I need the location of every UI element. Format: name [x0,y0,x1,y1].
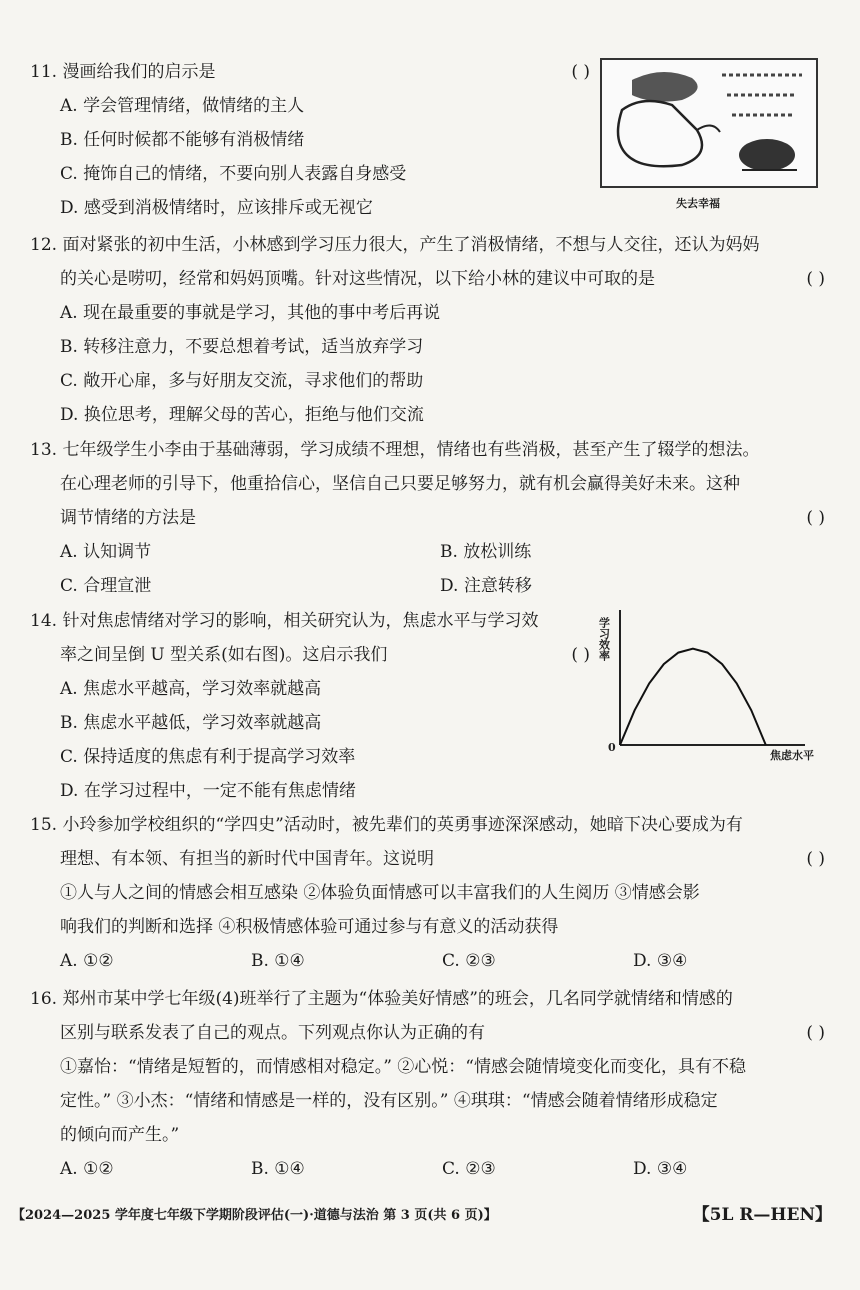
option-d: D. ③④ [633,951,688,971]
statement-items-cont: 响我们的判断和选择 ④积极情感体验可通过参与有意义的活动获得 [60,917,559,937]
options-row [30,535,825,569]
option-c: C. 敞开心扉，多与好朋友交流，寻求他们的帮助 [60,371,424,391]
statement-items-cont: 定性。” ③小杰：“情绪和情感是一样的，没有区别。” ④琪琪：“情感会随着情绪形成稳定 [60,1091,718,1111]
question-stem-cont: 率之间呈倒 U 型关系(如右图)。这启示我们 ( ) [30,638,590,672]
y-axis-label: 学习效率 [597,617,611,661]
option-d: D. 感受到消极情绪时，应该排斥或无视它 [60,198,373,218]
option-d: D. 注意转移 [440,576,532,596]
anxiety-efficiency-chart [590,600,830,770]
curve-line [620,649,766,745]
option-c: C. ②③ [442,951,496,971]
answer-bracket: ( ) [806,508,825,528]
question-stem: 16. 郑州市某中学七年级(4)班举行了主题为“体验美好情感”的班会，几名同学就情绪和情感的 [30,989,733,1009]
question-stem: 12. 面对紧张的初中生活，小林感到学习压力很大，产生了消极情绪，不想与人交往，还认为妈妈 [30,235,760,255]
question-13 [30,433,825,603]
paper-code: 【5L R—HEN】 [692,1205,832,1225]
option-c: C. 掩饰自己的情绪，不要向别人表露自身感受 [60,164,407,184]
options-row [30,944,825,978]
options-row [30,569,825,603]
option-b: B. ①④ [251,1159,305,1179]
option-d: D. ③④ [633,1159,688,1179]
option-c: C. ②③ [442,1159,496,1179]
cartoon-caption: 失去幸福 [676,197,720,210]
answer-bracket: ( ) [571,62,590,82]
question-stem-cont: 在心理老师的引导下，他重拾信心，坚信自己只要足够努力，就有机会赢得美好未来。这种 [60,474,740,494]
question-stem-cont: 调节情绪的方法是 ( ) [30,501,825,535]
cartoon-image [600,58,818,188]
question-stem-cont: 理想、有本领、有担当的新时代中国青年。这说明 ( ) [30,842,825,876]
question-stem: 13. 七年级学生小李由于基础薄弱，学习成绩不理想，情绪也有些消极，甚至产生了辍学的想法。 [30,440,760,460]
option-d: D. 换位思考，理解父母的苦心，拒绝与他们交流 [60,405,424,425]
option-a: A. ①② [60,1159,114,1179]
option-a: A. ①② [60,951,114,971]
option-b: B. ①④ [251,951,305,971]
option-c: C. 保持适度的焦虑有利于提高学习效率 [60,747,356,767]
question-11 [30,55,590,225]
options-row [30,1152,825,1186]
option-a: A. 现在最重要的事就是学习，其他的事中考后再说 [60,303,441,323]
option-a: A. 学会管理情绪，做情绪的主人 [60,96,305,116]
question-stem-cont: 区别与联系发表了自己的观点。下列观点你认为正确的有 ( ) [30,1016,825,1050]
answer-bracket: ( ) [806,269,825,289]
question-14 [30,604,590,808]
option-b: B. 转移注意力，不要总想着考试，适当放弃学习 [60,337,424,357]
option-a: A. 认知调节 [60,542,152,562]
answer-bracket: ( ) [571,645,590,665]
statement-items-cont: 的倾向而产生。” [60,1125,180,1145]
question-16 [30,982,825,1186]
page-footer [12,1204,832,1223]
option-c: C. 合理宣泄 [60,576,152,596]
question-12 [30,228,825,432]
statement-items: ①人与人之间的情感会相互感染 ②体验负面情感可以丰富我们的人生阅历 ③情感会影 [60,883,700,903]
x-axis-label: 焦虑水平 [770,749,814,762]
origin-label: 0 [608,741,616,754]
question-stem: 14. 针对焦虑情绪对学习的影响，相关研究认为，焦虑水平与学习效 [30,611,539,631]
question-stem: 15. 小玲参加学校组织的“学四史”活动时，被先辈们的英勇事迹深深感动，她暗下决心要成为有 [30,815,743,835]
answer-bracket: ( ) [806,1023,825,1043]
question-15 [30,808,825,978]
option-a: A. 焦虑水平越高，学习效率就越高 [60,679,322,699]
option-b: B. 焦虑水平越低，学习效率就越高 [60,713,322,733]
question-stem-cont: 的关心是唠叨，经常和妈妈顶嘴。针对这些情况，以下给小林的建议中可取的是 ( ) [30,262,825,296]
statement-items: ①嘉怡：“情绪是短暂的，而情感相对稳定。” ②心悦：“情感会随情境变化而变化，具有不稳 [60,1057,746,1077]
option-b: B. 放松训练 [440,542,532,562]
option-d: D. 在学习过程中，一定不能有焦虑情绪 [60,781,356,801]
option-b: B. 任何时候都不能够有消极情绪 [60,130,305,150]
answer-bracket: ( ) [806,849,825,869]
footer-text: 【2024—2025 学年度七年级下学期阶段评估(一)·道德与法治 第 3 页(共 6 页)】 [12,1208,497,1223]
question-stem: 11. 漫画给我们的启示是 ( ) [30,55,590,89]
